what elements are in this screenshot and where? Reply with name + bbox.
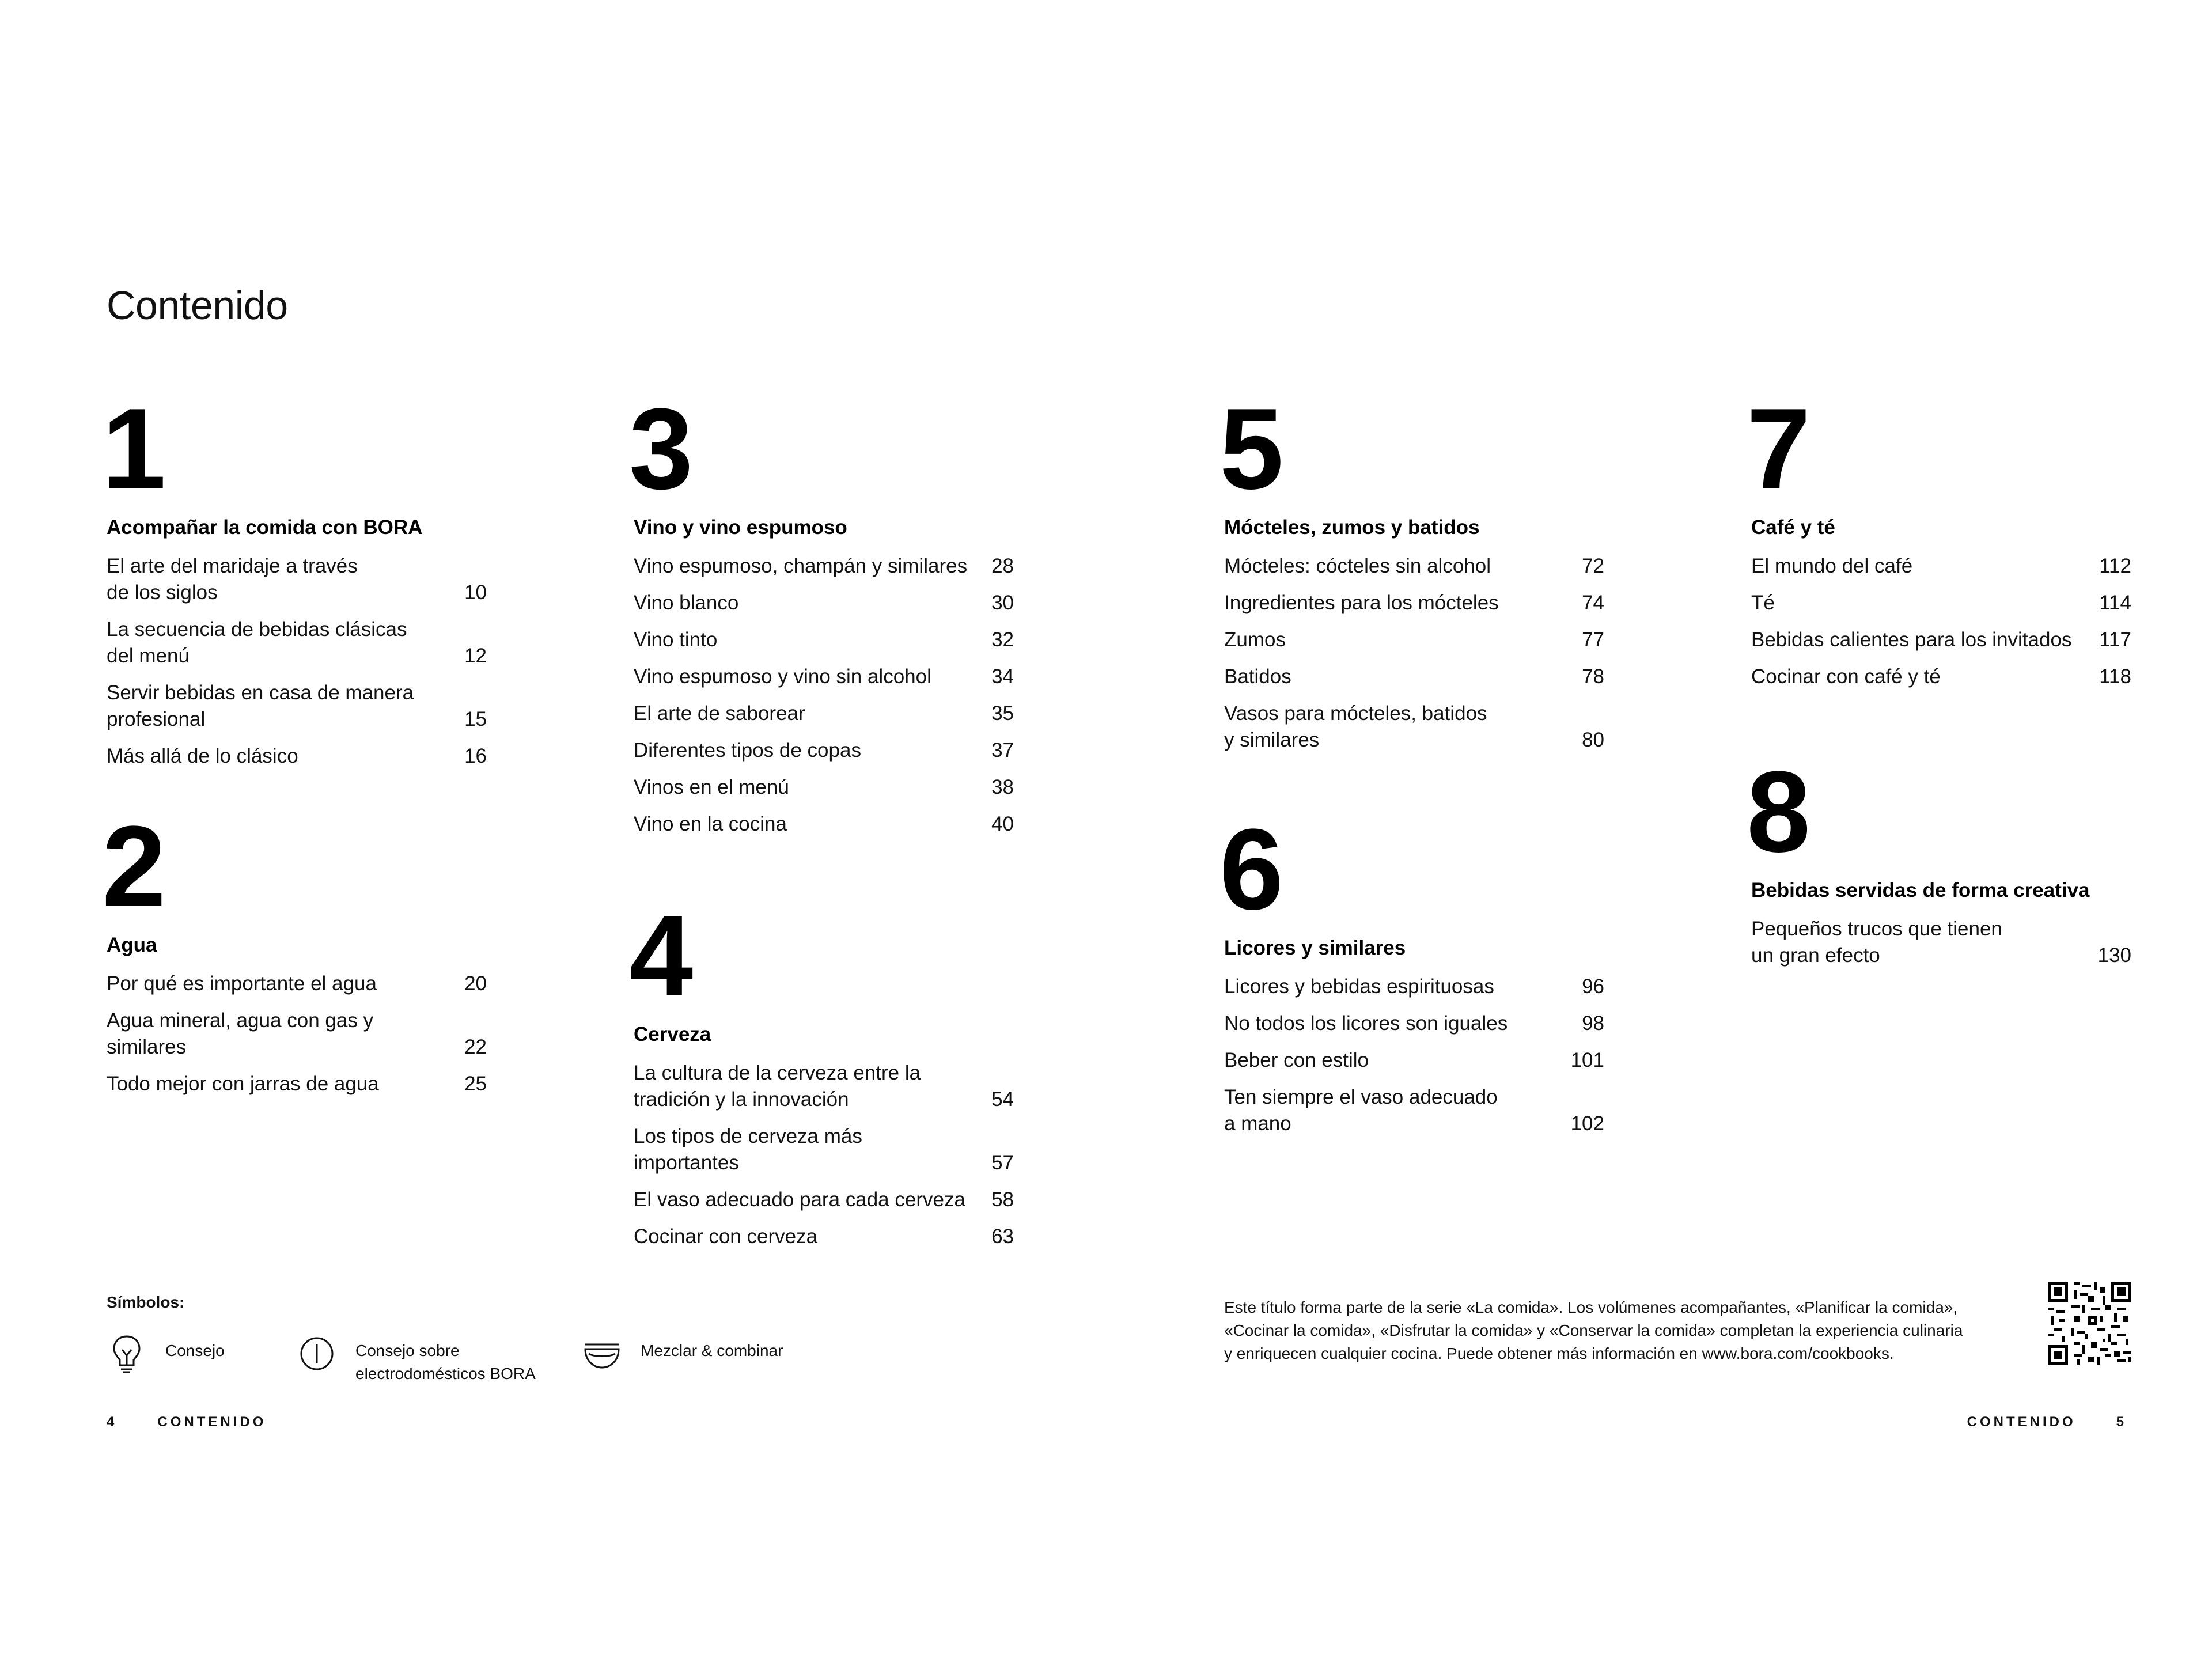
chapter-1 bbox=[102, 385, 487, 780]
chapter-title: Bebidas servidas de forma creativa bbox=[1751, 879, 2090, 902]
chapter-number: 3 bbox=[629, 385, 691, 513]
symbol-text: Consejo bbox=[165, 1342, 225, 1359]
entry-title: Bebidas calientes para los invitados bbox=[1751, 628, 2072, 651]
entry-title: Vasos para mócteles, batidos y similares bbox=[1224, 702, 1487, 751]
toc-entry[interactable] bbox=[634, 737, 1014, 764]
toc-entry[interactable] bbox=[1224, 1010, 1604, 1037]
entry-page: 80 bbox=[1582, 729, 1604, 751]
toc-entry[interactable] bbox=[1224, 664, 1604, 690]
entry-page: 37 bbox=[991, 739, 1014, 762]
toc-entry[interactable] bbox=[107, 1007, 487, 1060]
chapter-title: Agua bbox=[107, 934, 157, 956]
entry-page: 118 bbox=[2099, 665, 2131, 688]
toc-entry[interactable] bbox=[634, 1123, 1014, 1176]
chapter-title: Cerveza bbox=[634, 1023, 711, 1046]
toc-entry[interactable] bbox=[1751, 916, 2131, 969]
entry-title: Mócteles: cócteles sin alcohol bbox=[1224, 555, 1491, 577]
footer-left bbox=[107, 1414, 266, 1430]
entry-page: 12 bbox=[464, 645, 487, 667]
qr-code[interactable] bbox=[2048, 1282, 2131, 1365]
entry-page: 112 bbox=[2099, 555, 2131, 577]
footer-page-number: 4 bbox=[107, 1414, 118, 1430]
entry-page: 63 bbox=[991, 1225, 1014, 1248]
toc-entry[interactable] bbox=[634, 627, 1014, 653]
toc-entry[interactable] bbox=[1224, 627, 1604, 653]
entry-title: Ten siempre el vaso adecuado a mano bbox=[1224, 1086, 1498, 1135]
toc-entry[interactable] bbox=[107, 553, 487, 606]
toc-entry[interactable] bbox=[1224, 553, 1604, 579]
chapter-entries bbox=[107, 971, 487, 1097]
symbol-tip bbox=[107, 1334, 225, 1374]
mixing-bowl-icon bbox=[582, 1334, 622, 1374]
page-title: Contenido bbox=[107, 283, 288, 328]
entry-page: 16 bbox=[464, 745, 487, 767]
chapter-7 bbox=[1747, 385, 2131, 700]
entry-title: Por qué es importante el agua bbox=[107, 972, 377, 995]
entry-title: Diferentes tipos de copas bbox=[634, 739, 861, 762]
symbols-legend bbox=[107, 1293, 971, 1382]
entry-title: Vino espumoso y vino sin alcohol bbox=[634, 665, 931, 688]
entry-page: 40 bbox=[991, 813, 1014, 835]
entry-title: No todos los licores son iguales bbox=[1224, 1012, 1508, 1035]
entry-title: El arte de saborear bbox=[634, 702, 805, 725]
chapter-title: Licores y similares bbox=[1224, 937, 1406, 959]
entry-title: Los tipos de cerveza más importantes bbox=[634, 1125, 862, 1174]
entry-page: 38 bbox=[991, 776, 1014, 798]
symbol-bora-tip bbox=[297, 1334, 536, 1385]
symbol-text: Consejo sobre electrodomésticos BORA bbox=[355, 1342, 536, 1382]
entry-page: 117 bbox=[2099, 628, 2131, 651]
chapter-title: Vino y vino espumoso bbox=[634, 516, 847, 539]
symbols-label: Símbolos: bbox=[107, 1293, 185, 1311]
toc-entry[interactable] bbox=[634, 811, 1014, 838]
entry-title: Más allá de lo clásico bbox=[107, 745, 298, 767]
entry-title: Cocinar con café y té bbox=[1751, 665, 1941, 688]
chapter-title: Acompañar la comida con BORA bbox=[107, 516, 423, 539]
toc-entry[interactable] bbox=[1224, 590, 1604, 616]
chapter-4 bbox=[629, 892, 1014, 1260]
entry-title: Cocinar con cerveza bbox=[634, 1225, 818, 1248]
chapter-entries bbox=[634, 553, 1014, 838]
toc-entry[interactable] bbox=[1224, 974, 1604, 1000]
chapter-number: 5 bbox=[1219, 385, 1282, 513]
entry-page: 78 bbox=[1582, 665, 1604, 688]
chapter-3 bbox=[629, 385, 1014, 848]
entry-title: El mundo del café bbox=[1751, 555, 1913, 577]
entry-page: 25 bbox=[464, 1073, 487, 1095]
toc-entry[interactable] bbox=[107, 616, 487, 669]
toc-entry[interactable] bbox=[1751, 553, 2131, 579]
entry-title: Vino blanco bbox=[634, 592, 739, 614]
chapter-entries bbox=[1751, 916, 2131, 969]
entry-page: 20 bbox=[464, 972, 487, 995]
toc-entry[interactable] bbox=[634, 1187, 1014, 1213]
symbol-text: Mezclar & combinar bbox=[641, 1342, 783, 1359]
entry-title: Té bbox=[1751, 592, 1775, 614]
entry-page: 34 bbox=[991, 665, 1014, 688]
entry-title: Agua mineral, agua con gas y similares bbox=[107, 1009, 374, 1058]
entry-title: Beber con estilo bbox=[1224, 1049, 1369, 1071]
toc-entry[interactable] bbox=[107, 743, 487, 770]
chapter-entries bbox=[1751, 553, 2131, 690]
toc-entry[interactable] bbox=[634, 553, 1014, 579]
chapter-number: 4 bbox=[629, 892, 691, 1020]
toc-entry[interactable] bbox=[634, 1224, 1014, 1250]
toc-entry[interactable] bbox=[1751, 590, 2131, 616]
chapter-6 bbox=[1219, 805, 1604, 1147]
toc-entry[interactable] bbox=[634, 700, 1014, 727]
entry-page: 96 bbox=[1582, 975, 1604, 998]
entry-title: Licores y bebidas espirituosas bbox=[1224, 975, 1494, 998]
chapter-entries bbox=[1224, 553, 1604, 753]
entry-page: 22 bbox=[464, 1036, 487, 1058]
entry-title: El arte del maridaje a través de los siglos bbox=[107, 555, 358, 604]
footer-section-label: CONTENIDO bbox=[1967, 1414, 2076, 1430]
toc-entry[interactable] bbox=[1224, 700, 1604, 753]
lightbulb-icon bbox=[107, 1334, 147, 1374]
entry-title: Pequeños trucos que tienen un gran efecto bbox=[1751, 918, 2002, 967]
entry-title: Ingredientes para los mócteles bbox=[1224, 592, 1499, 614]
entry-title: Todo mejor con jarras de agua bbox=[107, 1073, 379, 1095]
toc-entry[interactable] bbox=[107, 1071, 487, 1097]
toc-entry[interactable] bbox=[107, 680, 487, 733]
entry-page: 130 bbox=[2097, 944, 2131, 967]
entry-page: 35 bbox=[991, 702, 1014, 725]
entry-page: 32 bbox=[991, 628, 1014, 651]
toc-entry[interactable] bbox=[634, 664, 1014, 690]
chapter-entries bbox=[107, 553, 487, 770]
toc-entry[interactable] bbox=[1224, 1084, 1604, 1137]
chapter-number: 6 bbox=[1219, 805, 1282, 934]
entry-page: 54 bbox=[991, 1088, 1014, 1111]
chapter-number: 8 bbox=[1747, 748, 1809, 876]
footer-right bbox=[1967, 1414, 2127, 1430]
symbol-mix bbox=[582, 1334, 783, 1374]
entry-page: 77 bbox=[1582, 628, 1604, 651]
toc-entry[interactable] bbox=[634, 590, 1014, 616]
footer-section-label: CONTENIDO bbox=[157, 1414, 267, 1430]
chapter-title: Mócteles, zumos y batidos bbox=[1224, 516, 1480, 539]
toc-entry[interactable] bbox=[1751, 627, 2131, 653]
entry-title: Vinos en el menú bbox=[634, 776, 789, 798]
entry-title: La cultura de la cerveza entre la tradición y la innovación bbox=[634, 1062, 921, 1111]
toc-entry[interactable] bbox=[1751, 664, 2131, 690]
toc-entry[interactable] bbox=[634, 1060, 1014, 1113]
toc-entry[interactable] bbox=[634, 774, 1014, 801]
chapter-2 bbox=[102, 802, 487, 1108]
series-note: Este título forma parte de la serie «La comida». Los volúmenes acompañantes, «Planificar la comida», «Cocinar la comida», «Disfrutar la comida» y «Conservar la comida» completan la experiencia culinaria y enriquecen cualquier cocina. Puede obtener más información en www.bora.com/cookbooks. bbox=[1224, 1298, 1963, 1362]
entry-title: Vino tinto bbox=[634, 628, 718, 651]
entry-title: Vino espumoso, champán y similares bbox=[634, 555, 968, 577]
info-circle-icon bbox=[297, 1334, 337, 1374]
entry-title: Batidos bbox=[1224, 665, 1291, 688]
entry-page: 101 bbox=[1570, 1049, 1604, 1071]
chapter-5 bbox=[1219, 385, 1604, 764]
toc-entry[interactable] bbox=[1224, 1047, 1604, 1074]
entry-title: El vaso adecuado para cada cerveza bbox=[634, 1188, 965, 1211]
entry-title: Vino en la cocina bbox=[634, 813, 787, 835]
entry-page: 74 bbox=[1582, 592, 1604, 614]
entry-title: Servir bebidas en casa de manera profesional bbox=[107, 681, 414, 730]
chapter-number: 2 bbox=[102, 802, 164, 931]
entry-page: 102 bbox=[1570, 1112, 1604, 1135]
entry-page: 57 bbox=[991, 1152, 1014, 1174]
chapter-entries bbox=[1224, 974, 1604, 1137]
entry-page: 98 bbox=[1582, 1012, 1604, 1035]
chapter-number: 7 bbox=[1747, 385, 1809, 513]
chapter-number: 1 bbox=[102, 385, 164, 513]
footer-page-number: 5 bbox=[2116, 1414, 2127, 1430]
entry-page: 30 bbox=[991, 592, 1014, 614]
entry-title: La secuencia de bebidas clásicas del menú bbox=[107, 618, 407, 667]
entry-page: 72 bbox=[1582, 555, 1604, 577]
entry-page: 10 bbox=[464, 581, 487, 604]
entry-page: 58 bbox=[991, 1188, 1014, 1211]
chapter-entries bbox=[634, 1060, 1014, 1250]
entry-page: 15 bbox=[464, 708, 487, 730]
entry-page: 28 bbox=[991, 555, 1014, 577]
chapter-title: Café y té bbox=[1751, 516, 1835, 539]
chapter-8 bbox=[1747, 748, 2131, 979]
toc-entry[interactable] bbox=[107, 971, 487, 997]
entry-page: 114 bbox=[2099, 592, 2131, 614]
entry-title: Zumos bbox=[1224, 628, 1286, 651]
